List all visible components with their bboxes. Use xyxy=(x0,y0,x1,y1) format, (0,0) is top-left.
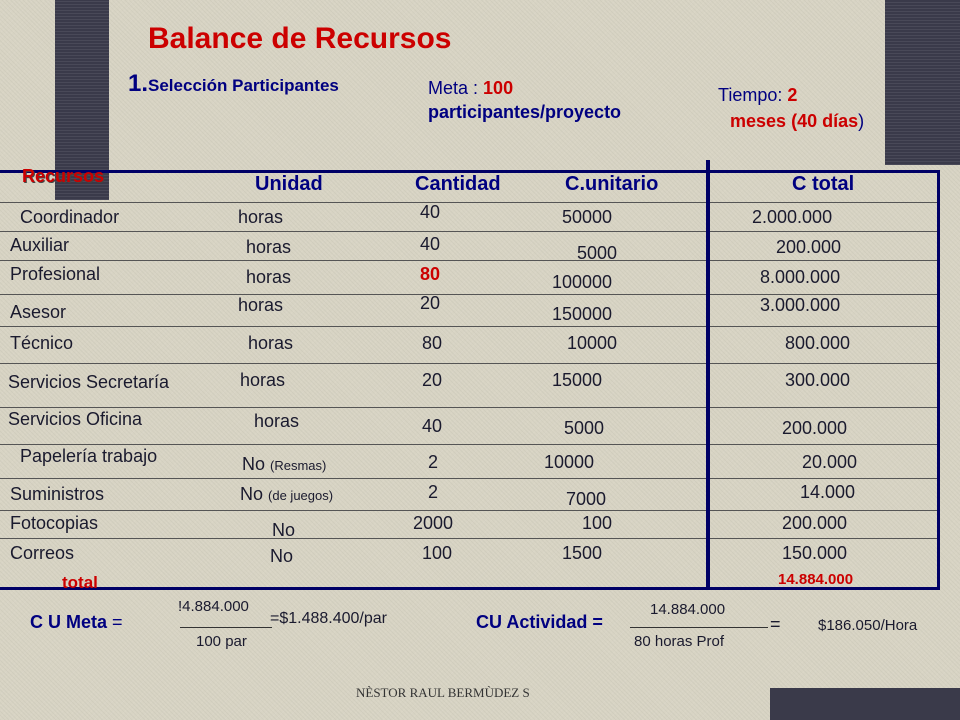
header-unitario: C.unitario xyxy=(565,173,659,195)
cell-unidad: No xyxy=(242,454,266,474)
cell-total: 200.000 xyxy=(776,237,842,257)
page-title: Balance de Recursos xyxy=(148,22,452,55)
cell-recurso: Auxiliar xyxy=(10,235,70,255)
cell-recurso: Asesor xyxy=(10,302,67,322)
meta-label: Meta : xyxy=(428,78,479,98)
row-divider xyxy=(0,260,937,261)
row-divider xyxy=(0,444,937,445)
cell-unidad: No xyxy=(240,484,264,504)
cell-unitario: 5000 xyxy=(577,243,618,263)
meta-block xyxy=(428,76,621,124)
author-footer: NÈSTOR RAUL BERMÙDEZ S xyxy=(356,685,530,700)
cell-cantidad: 20 xyxy=(422,370,443,390)
cell-total: 200.000 xyxy=(782,418,848,438)
cell-unitario: 10000 xyxy=(567,333,618,353)
cell-unidad: No xyxy=(270,546,294,566)
cell-recurso: Fotocopias xyxy=(10,513,99,533)
cell-cantidad: 2000 xyxy=(413,513,454,533)
cu-actividad-label: CU Actividad = xyxy=(476,612,603,632)
cell-unidad: horas xyxy=(238,295,284,315)
row-divider xyxy=(0,326,937,327)
cell-unidad-wrap xyxy=(242,454,326,475)
cell-unidad-wrap xyxy=(240,484,333,505)
cell-cantidad: 80 xyxy=(420,264,441,284)
header-recursos: Recursos xyxy=(22,166,105,186)
cell-unitario: 7000 xyxy=(566,489,607,509)
cu-meta-fraction-bar xyxy=(180,627,272,628)
section-number: 1. xyxy=(128,70,149,97)
cell-cantidad: 2 xyxy=(428,452,439,472)
cell-cantidad: 40 xyxy=(422,416,443,436)
cell-unidad: horas xyxy=(238,207,284,227)
cell-total: 20.000 xyxy=(802,452,858,472)
decorative-dark-block-right xyxy=(885,0,960,165)
row-divider xyxy=(0,478,937,479)
cell-unitario: 50000 xyxy=(562,207,613,227)
cu-meta-result-wrap xyxy=(270,610,387,628)
cell-recurso: Servicios Secretaría xyxy=(8,372,170,392)
cu-actividad-denominator: 80 horas Prof xyxy=(634,633,725,650)
cell-cantidad: 80 xyxy=(422,333,443,353)
row-divider xyxy=(0,363,937,364)
cell-unitario: 5000 xyxy=(564,418,605,438)
cell-unidad: horas xyxy=(240,370,286,390)
cell-unidad: horas xyxy=(248,333,294,353)
section-title: Selección Participantes xyxy=(148,76,339,95)
total-label: total xyxy=(62,573,98,592)
cell-recurso: Servicios Oficina xyxy=(8,409,143,429)
cu-meta-numerator: !4.884.000 xyxy=(178,598,249,615)
cell-cantidad: 40 xyxy=(420,234,441,254)
cu-meta-label-wrap xyxy=(30,612,123,633)
cell-unitario: 100000 xyxy=(552,272,613,292)
cell-unitario: 100 xyxy=(582,513,613,533)
cu-actividad-numerator: 14.884.000 xyxy=(650,601,726,618)
cell-unidad: horas xyxy=(246,267,292,287)
cell-unitario: 15000 xyxy=(552,370,603,390)
cell-recurso: Profesional xyxy=(10,264,101,284)
tiempo-unit: meses xyxy=(730,111,787,131)
meta-unit: participantes/proyecto xyxy=(428,102,622,122)
decorative-dark-block-bottom xyxy=(770,688,960,720)
cu-actividad-equals: = xyxy=(770,614,781,634)
cell-recurso: Técnico xyxy=(10,333,74,353)
cell-unitario: 1500 xyxy=(562,543,603,563)
row-divider xyxy=(0,407,937,408)
cell-cantidad: 2 xyxy=(428,482,439,502)
cell-cantidad: 100 xyxy=(422,543,453,563)
cell-recurso: Papelería trabajo xyxy=(20,446,158,466)
row-divider xyxy=(0,510,937,511)
cell-total: 3.000.000 xyxy=(760,295,841,315)
cu-actividad-result: $186.050/Hora xyxy=(818,617,918,634)
cell-unidad: horas xyxy=(254,411,300,431)
meta-value: 100 xyxy=(483,78,514,98)
total-column-divider xyxy=(706,160,710,590)
cell-recurso: Coordinador xyxy=(20,207,120,227)
cell-total: 800.000 xyxy=(785,333,851,353)
cell-total: 300.000 xyxy=(785,370,851,390)
cell-total: 200.000 xyxy=(782,513,848,533)
cu-meta-result: $1.488.400/par xyxy=(279,610,387,627)
cell-total: 14.000 xyxy=(800,482,856,502)
cell-total: 2.000.000 xyxy=(752,207,833,227)
cell-cantidad: 40 xyxy=(420,202,441,222)
cell-unidad: No xyxy=(272,520,296,540)
cell-unitario: 10000 xyxy=(544,452,595,472)
total-value: 14.884.000 xyxy=(778,571,854,588)
tiempo-close: ) xyxy=(858,111,865,131)
cell-unidad: horas xyxy=(246,237,292,257)
cu-meta-equals: = xyxy=(112,612,123,632)
tiempo-value: 2 xyxy=(787,85,798,105)
cu-actividad-fraction-bar xyxy=(630,627,768,628)
cell-recurso: Suministros xyxy=(10,484,105,504)
cell-unidad-note: (Resmas) xyxy=(270,458,327,473)
row-divider xyxy=(0,538,937,539)
cu-meta-label: C U Meta xyxy=(30,612,108,632)
tiempo-label: Tiempo: xyxy=(718,85,783,105)
tiempo-detail: (40 días xyxy=(791,111,859,131)
header-cantidad: Cantidad xyxy=(415,173,501,195)
header-unidad: Unidad xyxy=(255,173,323,195)
header-total: C total xyxy=(792,173,855,195)
cell-cantidad: 20 xyxy=(420,293,441,313)
row-divider xyxy=(0,231,937,232)
cu-meta-denominator: 100 par xyxy=(196,633,247,650)
section-heading xyxy=(128,70,339,98)
tiempo-block xyxy=(718,82,864,134)
cell-unidad-note: (de juegos) xyxy=(268,488,334,503)
cell-recurso: Correos xyxy=(10,543,75,563)
cell-total: 8.000.000 xyxy=(760,267,841,287)
cu-meta-result-equals: = xyxy=(270,610,280,627)
cell-total: 150.000 xyxy=(782,543,848,563)
row-divider xyxy=(0,202,937,203)
cell-unitario: 150000 xyxy=(552,304,613,324)
